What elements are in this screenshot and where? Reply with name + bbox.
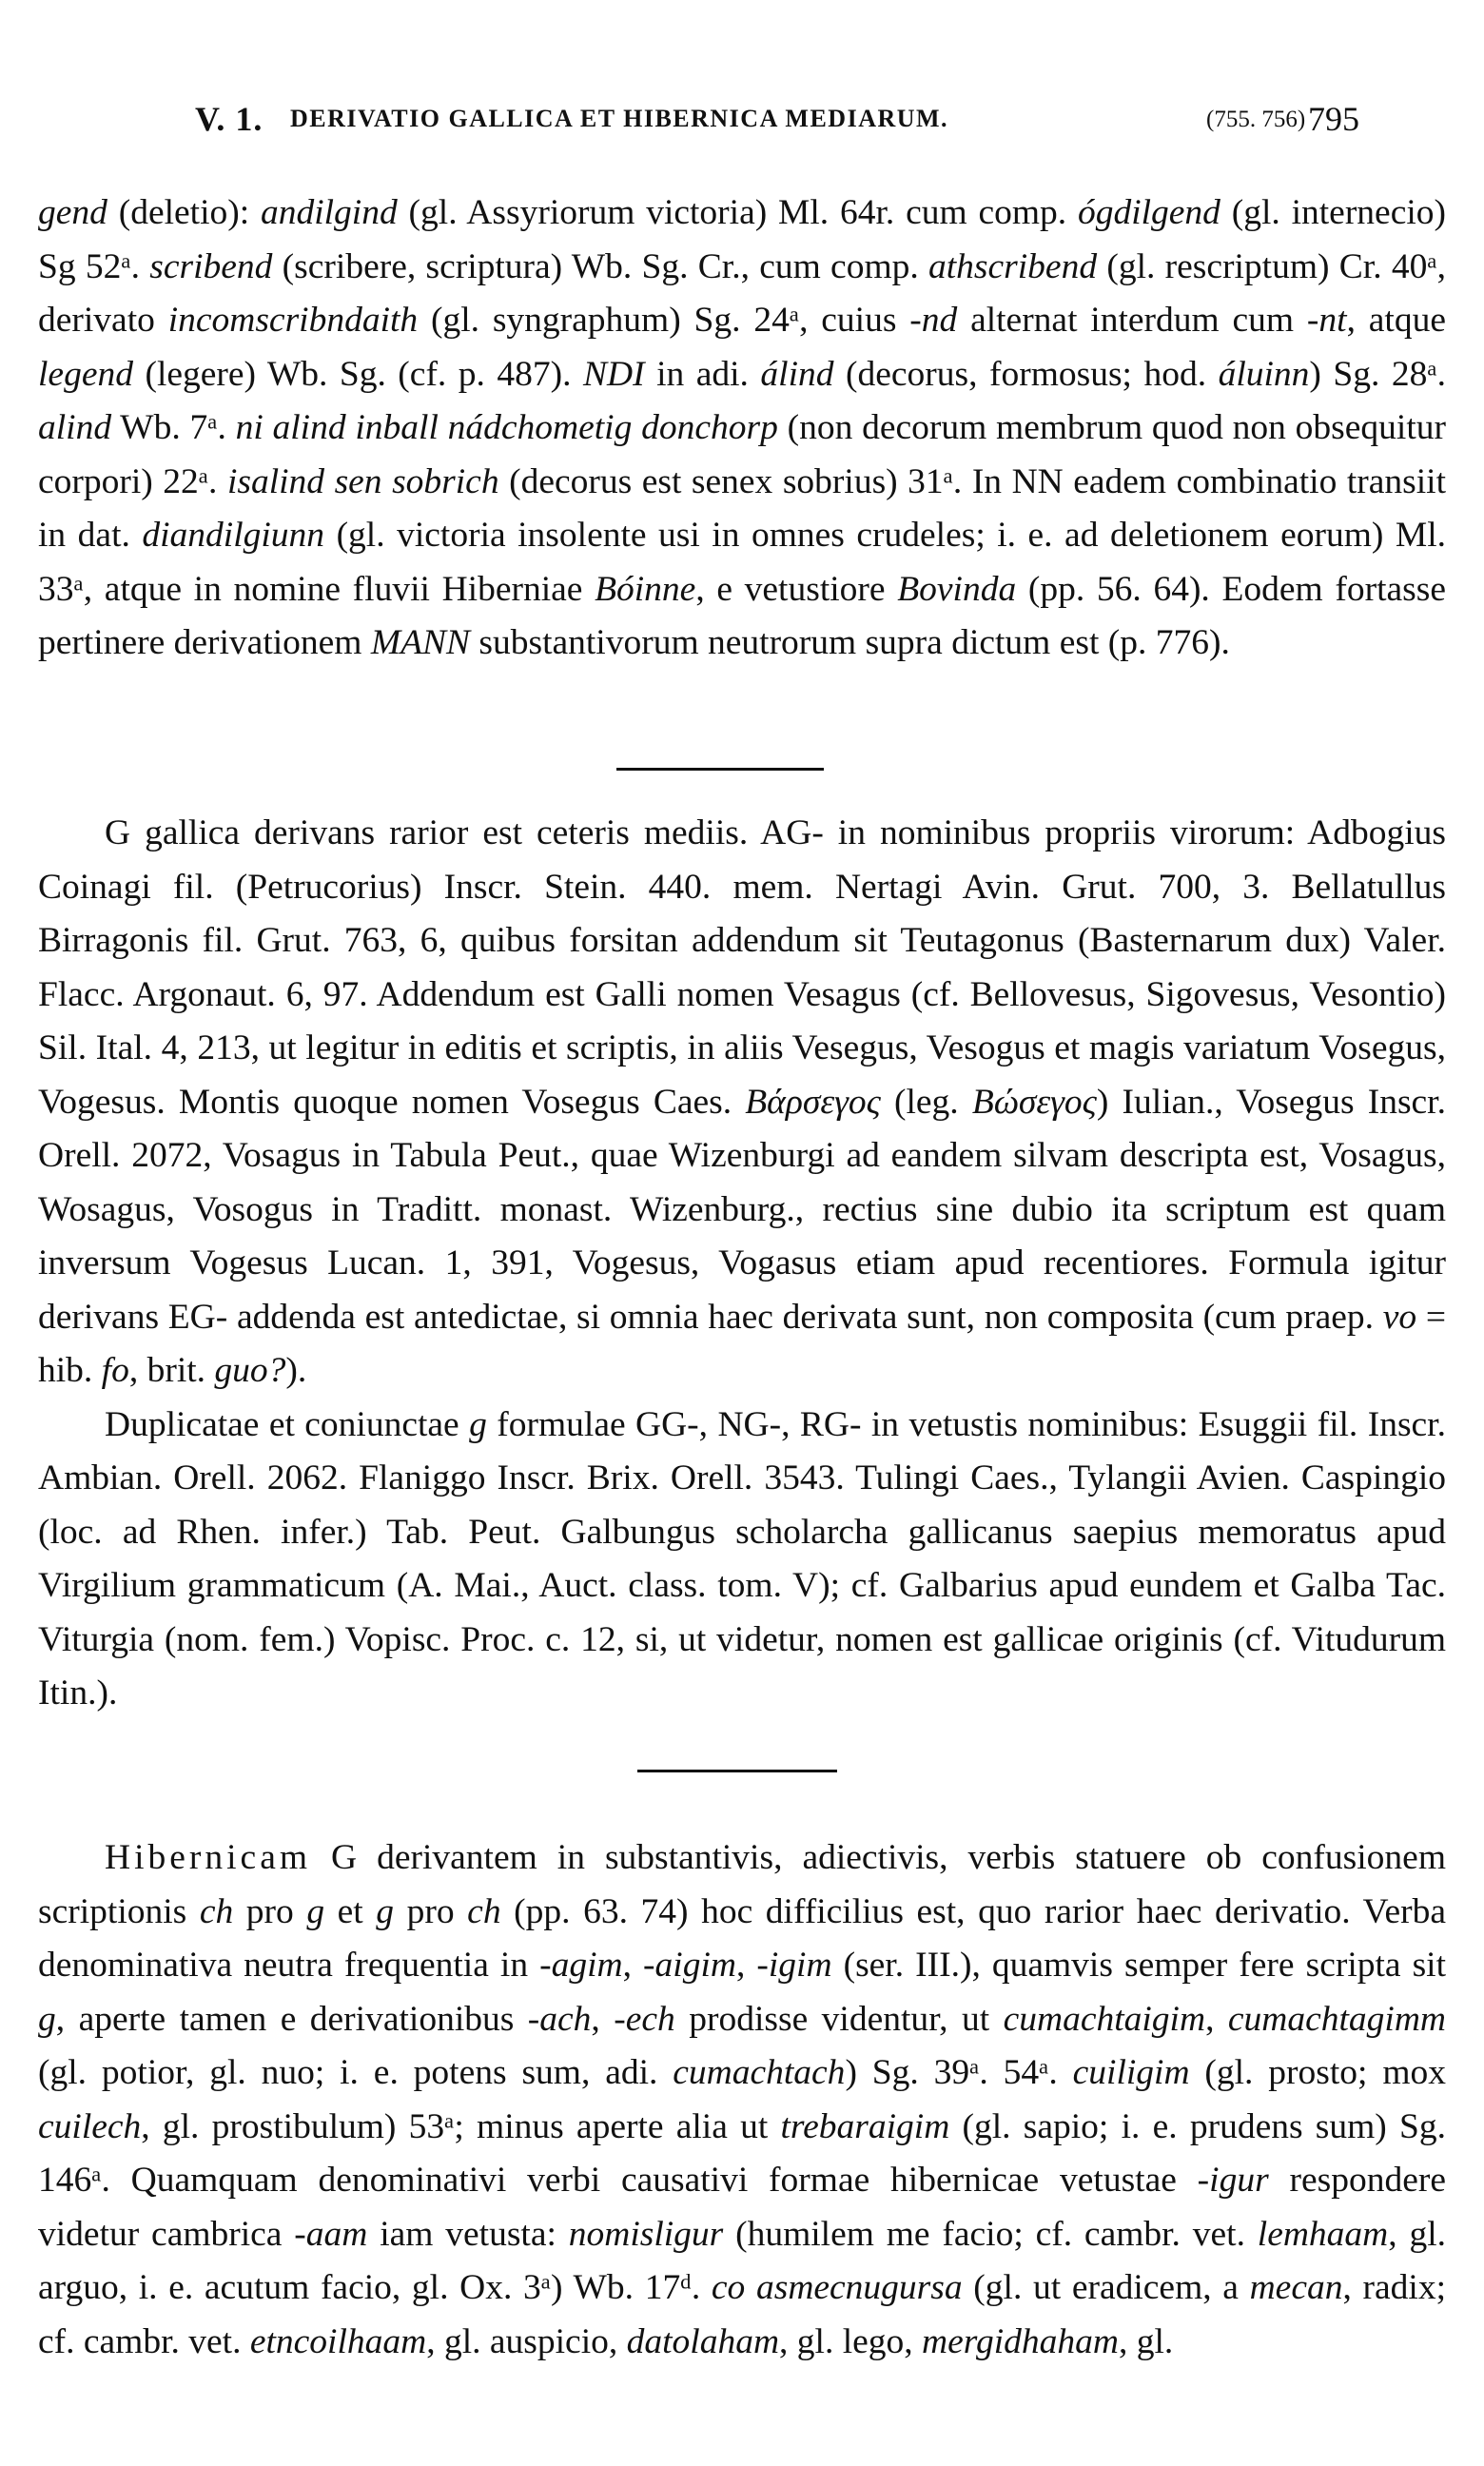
italic-term: NDI (583, 354, 645, 394)
text-run: , brit. (128, 1351, 215, 1390)
text-run: prodisse videntur, ut (674, 1999, 1004, 2039)
text-run: (gl. syngraphum) Sg. 24ᵃ, cuius (418, 301, 910, 340)
text-run: (gl. prosto; mox (1189, 2053, 1446, 2092)
text-run: formulae GG-, NG-, RG- in vetustis nominibus: Esuggii fil. Inscr. Ambian. Orell. 2062. Flaniggo Inscr. Brix. Orell. 3543. Tulingi Caes., Tylangii Avien. Caspingio (loc. ad Rhen. infer.) Tab. Peut. Galbungus scholarcha gallicanus saepius memoratus apud Virgilium grammaticum (A. Mai., Auct. class. tom. V); cf. Galbarius apud eundem et Galba Tac. Viturgia (nom. fem.) Vopisc. Proc. c. 12, si, ut videtur, nomen est gallicae originis (cf. Vitudurum Itin.). (38, 1404, 1446, 1712)
text-run: ) Iulian., Vosegus Inscr. Orell. 2072, Vosagus in Tabula Peut., quae Wizenburgi ad eandem silvam descripta est, Vosagus, Wosagus, Vosogus in Traditt. monast. Wizenburg., rectius sine dubio ita scriptum est quam inversum Vogesus Lucan. 1, 391, Vogesus, Vogasus etiam apud recentiores. Formula igitur derivans EG- addenda est antedictae, si omnia haec derivata sunt, non composita (cum praep. (38, 1082, 1446, 1337)
italic-term: -aigim (643, 1946, 736, 1985)
text-run: , (1205, 1999, 1228, 2039)
text-run: , gl. (1118, 2321, 1174, 2361)
paragraph-duplicatae (38, 1399, 1446, 1721)
italic-term: g (469, 1404, 487, 1444)
text-run: (pp. 63. 74) hoc difficilius est, quo rarior haec derivatio. Verba denominativa neutra frequentia in (38, 1891, 1446, 1985)
italic-term: athscribend (928, 246, 1098, 286)
italic-term: g (306, 1891, 325, 1931)
text-run: (humilem me facio; cf. cambr. vet. (723, 2214, 1258, 2254)
text-run: , gl. lego, (779, 2321, 923, 2361)
text-run: , (622, 1946, 644, 1985)
text-run: (decorus est senex sobrius) 31ᵃ. In NN eadem combinatio transiit in dat. (38, 461, 1447, 555)
text-run: (ser. III.), quamvis semper fere scripta sit (831, 1946, 1447, 1985)
italic-term: cumachtagimm (1227, 1999, 1447, 2039)
running-title: DERIVATIO GALLICA ET HIBERNICA MEDIARUM. (290, 105, 949, 132)
text-run: pro (394, 1891, 468, 1931)
text-run: , gl. arguo, i. e. acutum facio, gl. Ox. 3ᵃ) Wb. 17ᵈ. (38, 2214, 1447, 2307)
italic-term: Βάρσεγος (745, 1082, 881, 1122)
italic-term: -aam (294, 2214, 368, 2254)
italic-term: vo (1382, 1297, 1417, 1337)
italic-term: datolaham (626, 2321, 780, 2361)
italic-term: g (38, 1999, 56, 2039)
running-head (195, 99, 1446, 147)
text-run: (gl. ut eradicem, a (962, 2268, 1250, 2307)
paragraph-nd-derivation (38, 186, 1446, 671)
italic-term: -ach (527, 1999, 592, 2039)
text-run: ) Sg. 39ᵃ. 54ᵃ. (845, 2053, 1073, 2092)
text-run: substantivorum neutrorum supra dictum est (p. 776). (470, 623, 1230, 662)
text-run: respondere videtur cambrica (38, 2161, 1446, 2254)
italic-term: ch (467, 1891, 501, 1931)
italic-term: legend (38, 354, 133, 394)
text-run: (non decorum membrum quod non obsequitur corpori) 22ᵃ. (38, 408, 1446, 501)
text-run: (scribere, scriptura) Wb. Sg. Cr., cum comp. (272, 246, 929, 286)
text-run: , (591, 1999, 615, 2039)
italic-term: cumachtaigim (1003, 1999, 1206, 2039)
text-run: (pp. 56. 64). Eodem fortasse pertinere derivationem (38, 569, 1446, 662)
text-run: = hib. (38, 1297, 1446, 1390)
italic-term: ógdilgend (1077, 193, 1220, 232)
column-reference: (755. 756) (1206, 107, 1306, 132)
text-run: , (735, 1946, 757, 1985)
text-run: (gl. Assyriorum victoria) Ml. 64r. cum comp. (397, 193, 1078, 232)
italic-term: Bovinda (897, 569, 1017, 609)
section-divider (616, 768, 824, 771)
text-run: ) Sg. 28ᵃ. (1309, 354, 1446, 394)
text-run: , gl. prostibulum) 53ᵃ; minus aperte alia ut (141, 2106, 781, 2146)
section-divider (637, 1770, 837, 1772)
italic-term: diandilgiunn (142, 516, 325, 555)
text-run: et (324, 1891, 377, 1931)
text-run: (gl. internecio) Sg 52ᵃ. (38, 193, 1446, 286)
italic-term: cuiligim (1072, 2053, 1190, 2092)
italic-term: Bóinne (595, 569, 696, 609)
italic-term: mecan (1249, 2268, 1343, 2307)
italic-term: nomisligur (568, 2214, 724, 2254)
italic-term: etncoilhaam (249, 2321, 427, 2361)
italic-term: guo? (214, 1351, 286, 1390)
italic-term: -nd (909, 301, 958, 340)
text-run: G gallica derivans rarior est ceteris mediis. AG- in nominibus propriis virorum: Adbogius Coinagi fil. (Petrucorius) Inscr. Stein. 440. mem. Nertagi Avin. Grut. 700, 3. Bellatullus Birragonis fil. Grut. 763, 6, quibus forsitan addendum sit Teutagonus (Basternarum dux) Valer. Flacc. Argonaut. 6, 97. Addendum est Galli nomen Vesagus (cf. Bellovesus, Sigovesus, Vesontio) Sil. Ital. 4, 213, ut legitur in editis et scriptis, in aliis Vesegus, Vesogus et magis variatum Vosegus, Vogesus. Montis quoque nomen Vosegus Caes. (38, 813, 1446, 1122)
text-run: , gl. auspicio, (426, 2321, 627, 2361)
text-run: alternat interdum cum (957, 301, 1307, 340)
italic-term: áluinn (1218, 354, 1310, 394)
italic-term: scribend (149, 246, 273, 286)
italic-term: fo (101, 1351, 129, 1390)
paragraph-g-gallica (38, 807, 1446, 1399)
italic-term: isalind sen sobrich (226, 461, 499, 501)
italic-term: -nt (1306, 301, 1347, 340)
italic-term: mergidhaham (922, 2321, 1119, 2361)
text-run: , atque (1346, 301, 1446, 340)
italic-term: co asmecnugursa (711, 2268, 963, 2307)
text-run: (gl. sapio; i. e. prudens sum) Sg. 146ᵃ. Quamquam denominativi verbi causativi formae hibernicae vetustae (38, 2106, 1446, 2200)
italic-term: incomscribndaith (167, 301, 419, 340)
text-run: Duplicatae et coniunctae (105, 1404, 470, 1444)
text-run: , radix; cf. cambr. vet. (38, 2268, 1446, 2361)
text-run: , aperte tamen e derivationibus (55, 1999, 528, 2039)
italic-term: andilgind (260, 193, 398, 232)
text-run: (leg. (880, 1082, 972, 1122)
text-run: , e vetustiore (695, 569, 898, 609)
text-run: (gl. potior, gl. nuo; i. e. potens sum, adi. (38, 2053, 674, 2092)
italic-term: MANN (370, 623, 471, 662)
italic-term: ni alind inball nádchometig donchorp (235, 408, 778, 447)
text-run: (deletio): (107, 193, 261, 232)
text-run: Hibernicam (105, 1838, 312, 1877)
section-number: V. 1. (195, 100, 264, 138)
page-number: 795 (1308, 100, 1359, 138)
italic-term: cumachtach (673, 2053, 846, 2092)
italic-term: ch (199, 1891, 234, 1931)
section-g-gallica (38, 807, 1446, 1721)
italic-term: alind (38, 408, 112, 447)
text-run: (gl. victoria insolente usi in omnes crudeles; i. e. ad deletionem eorum) Ml. 33ᵃ, atque in nomine fluvii Hiberniae (38, 516, 1446, 609)
text-run: pro (233, 1891, 307, 1931)
text-run: (gl. rescriptum) Cr. 40ᵃ, derivato (38, 246, 1446, 340)
italic-term: -agim (539, 1946, 623, 1985)
italic-term: lemhaam (1257, 2214, 1389, 2254)
italic-term: álind (760, 354, 834, 394)
text-run: Wb. 7ᵃ. (111, 408, 236, 447)
text-run: in adi. (644, 354, 761, 394)
italic-term: -igur (1197, 2161, 1269, 2200)
italic-term: gend (38, 193, 107, 232)
paragraph-g-hibernica (38, 1831, 1446, 2369)
italic-term: cuilech (38, 2106, 142, 2146)
text-run: (legere) Wb. Sg. (cf. p. 487). (132, 354, 583, 394)
text-run: ). (285, 1351, 307, 1390)
italic-term: -igim (756, 1946, 832, 1985)
text-run: iam vetusta: (367, 2214, 569, 2254)
text-run: G derivantem in substantivis, adiectivis, verbis statuere ob confusionem scriptionis (38, 1838, 1446, 1931)
italic-term: trebaraigim (780, 2106, 950, 2146)
italic-term: Βώσεγος (971, 1082, 1097, 1122)
italic-term: g (376, 1891, 395, 1931)
section-g-hibernica (38, 1831, 1446, 2369)
italic-term: -ech (614, 1999, 675, 2039)
text-run: (decorus, formosus; hod. (833, 354, 1219, 394)
